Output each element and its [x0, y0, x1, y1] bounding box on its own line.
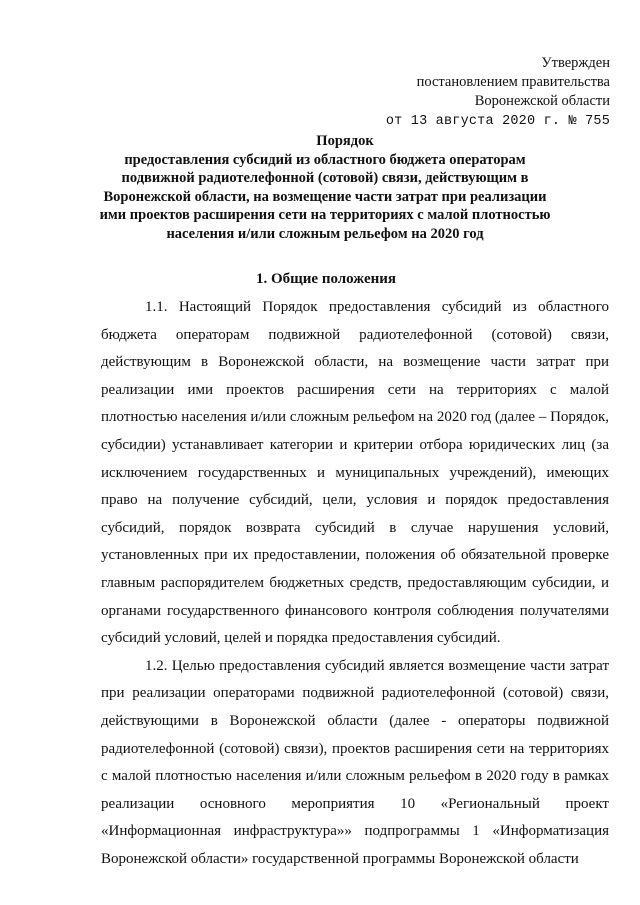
approval-authority: Воронежской области [474, 93, 610, 109]
paragraph-1-1: 1.1. Настоящий Порядок предоставления субсидий из областного бюджета операторам подвижной радиотелефонной (сотовой) связи, действующим в Воронежской области, на возмещение части затрат при реализации ими проектов расширения сети на территориях с малой плотностью населения и/или сложным рельефом на 2020 год (далее – Порядок, субсидии) устанавливает категории и критерии отбора юридических лиц (за исключением государственных и муниципальных учреждений), имеющих право на получение субсидий, цели, условия и порядок предоставления субсидий, порядок возврата субсидий в случае нарушения условий, установленных при их предоставлении, положения об обязательной проверке главным распорядителем бюджетных средств, предоставляющим субсидии, и органами государственного финансового контроля соблюдения получателями субсидий условий, целей и порядка предоставления субсидий. [101, 299, 609, 647]
document-subject: предоставления субсидий из областного бюджета операторам подвижной радиотелефонной (сотовой) связи, действующим в Воронежской области, на возмещение части затрат при реализации ими проектов расширения сети на территориях с малой плотностью населения и/или сложным рельефом на 2020 год [99, 151, 551, 242]
approval-basis: постановлением правительства [416, 74, 610, 90]
document-title-block [95, 132, 555, 244]
approval-status: Утвержден [541, 55, 610, 71]
document-body [101, 294, 609, 873]
document-heading: Порядок [316, 133, 374, 149]
section-heading: 1. Общие положения [255, 271, 397, 287]
paragraph-1-2: 1.2. Целью предоставления субсидий является возмещение части затрат при реализации операторами подвижной радиотелефонной (сотовой) связи, действующими в Воронежской области (далее - операторы подвижной радиотелефонной (сотовой) связи), проектов расширения сети на территориях с малой плотностью населения и/или сложным рельефом в 2020 году в рамках реализации основного мероприятия 10 «Региональный проект «Информационная инфраструктура»» подпрограммы 1 «Информатизация Воронежской области» государственной программы Воронежской области [101, 657, 609, 867]
approval-date-number: от 13 августа 2020 г. № 755 [385, 114, 610, 129]
approval-block [386, 54, 610, 131]
